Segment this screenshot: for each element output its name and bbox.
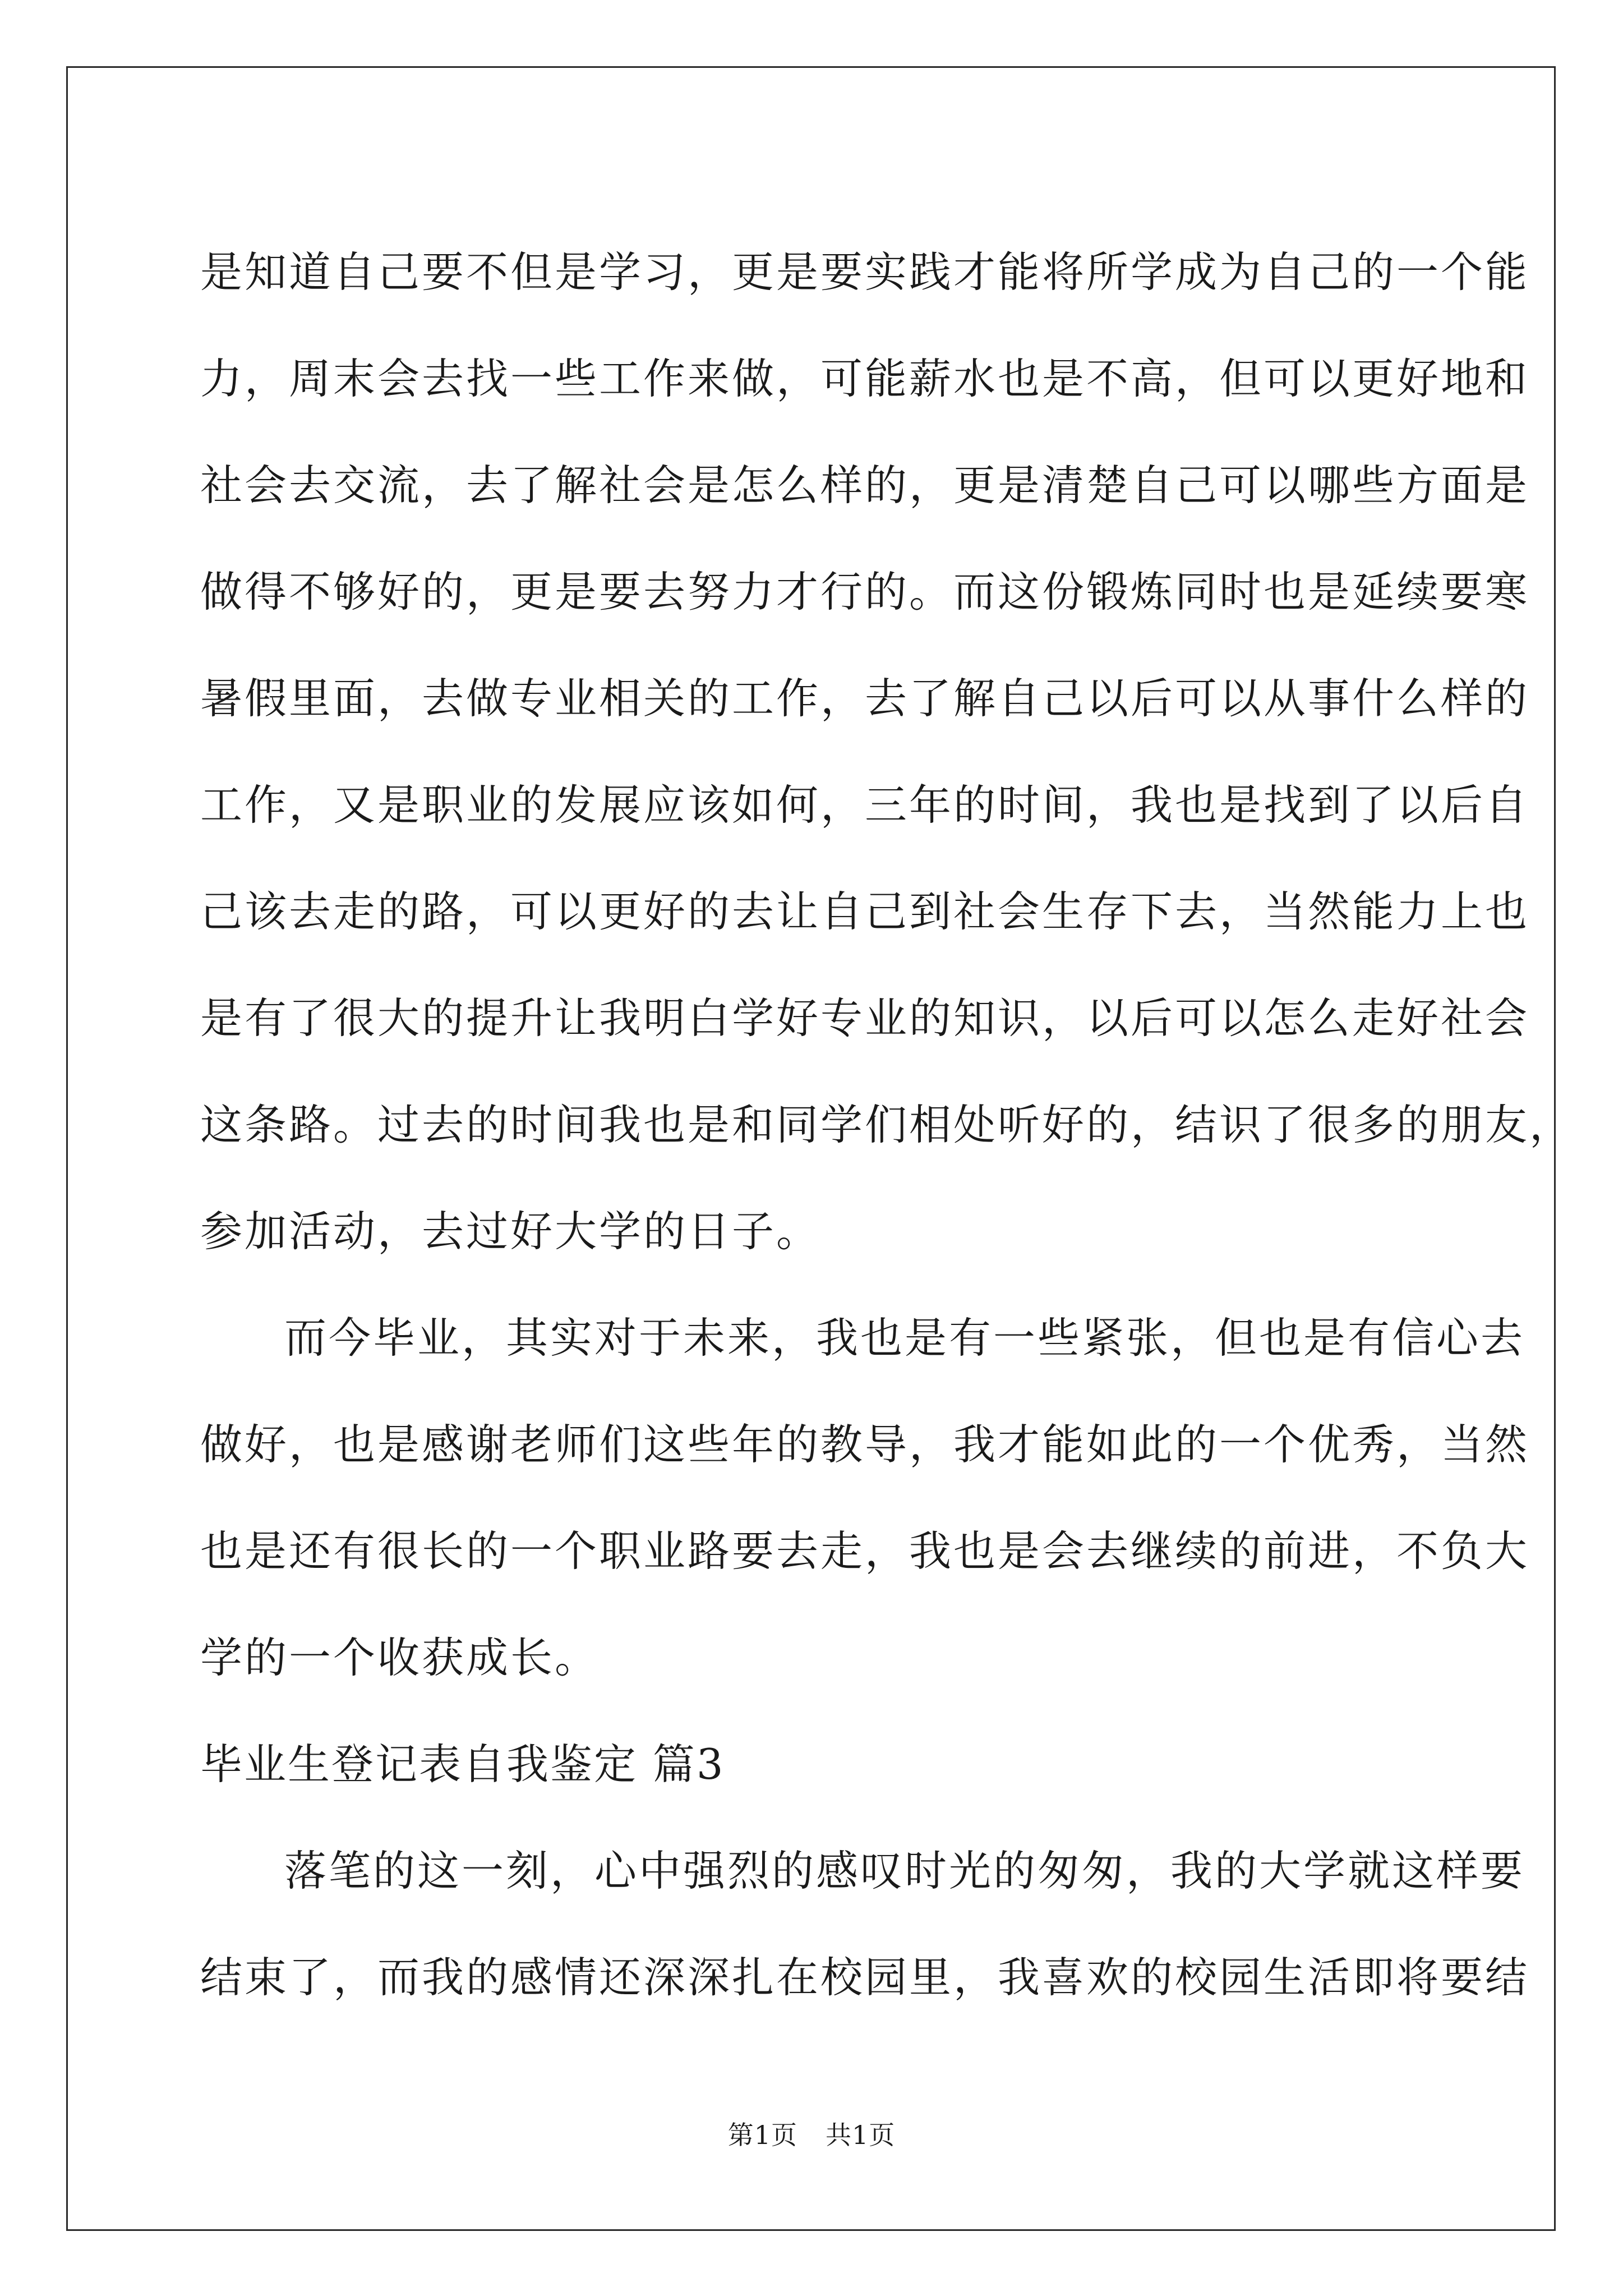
body-line: 也是还有很长的一个职业路要去走，我也是会去继续的前进，不负大 [200, 1526, 1530, 1576]
page-number: 第1页 [727, 2120, 797, 2150]
body-line: 己该去走的路，可以更好的去让自己到社会生存下去，当然能力上也 [200, 887, 1530, 936]
document-body [200, 219, 1574, 2031]
body-line: 做得不够好的，更是要去努力才行的。而这份锻炼同时也是延续要寒 [200, 567, 1530, 616]
page-footer [0, 2115, 1623, 2152]
body-line: 力，周末会去找一些工作来做，可能薪水也是不高，但可以更好地和 [200, 354, 1530, 403]
body-line: 学的一个收获成长。 [200, 1633, 600, 1682]
page-total: 共1页 [826, 2120, 896, 2150]
body-line: 是知道自己要不但是学习，更是要实践才能将所学成为自己的一个能 [200, 247, 1530, 297]
body-line: 工作，又是职业的发展应该如何，三年的时间，我也是找到了以后自 [200, 780, 1530, 830]
body-line: 这条路。过去的时间我也是和同学们相处听好的，结识了很多的朋友， [200, 1100, 1574, 1149]
body-line: 暑假里面，去做专业相关的工作，去了解自己以后可以从事什么样的 [200, 674, 1530, 723]
body-line: 结束了，而我的感情还深深扎在校园里，我喜欢的校园生活即将要结 [200, 1953, 1530, 2002]
paragraph-start-line: 落笔的这一刻，心中强烈的感叹时光的匆匆，我的大学就这样要 [284, 1846, 1525, 1895]
body-line: 参加活动，去过好大学的日子。 [200, 1207, 821, 1256]
body-line: 社会去交流，去了解社会是怎么样的，更是清楚自己可以哪些方面是 [200, 461, 1530, 510]
paragraph-start-line: 而今毕业，其实对于未来，我也是有一些紧张，但也是有信心去 [284, 1313, 1525, 1363]
section-heading: 毕业生登记表自我鉴定 篇3 [200, 1740, 725, 1789]
body-line: 是有了很大的提升让我明白学好专业的知识，以后可以怎么走好社会 [200, 993, 1530, 1043]
body-line: 做好，也是感谢老师们这些年的教导，我才能如此的一个优秀，当然 [200, 1420, 1530, 1469]
